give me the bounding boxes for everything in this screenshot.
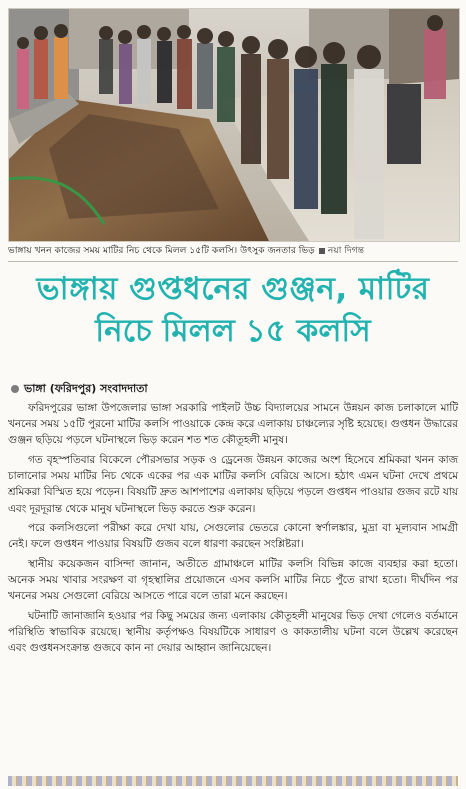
divider <box>8 261 458 262</box>
byline <box>8 381 458 397</box>
bullet-icon <box>11 385 19 393</box>
article-paragraph: ফরিদপুরের ভাঙ্গা উপজেলার ভাঙ্গা সরকারি পাইলট উচ্চ বিদ্যালয়ের সামনে উন্নয়ন কাজ চলাকালে মাটি খননের সময় ১৫টি পুরনো মাটির কলসি পাওয়াকে কেন্দ্র করে এলাকায় চাঞ্চল্যের সৃষ্টি হয়েছে। গুপ্তধন উদ্ধারের গুঞ্জন ছড়িয়ে পড়লে ঘটনাস্থলে ভিড় করেন শত শত কৌতূহলী মানুষ। <box>8 402 458 447</box>
article-paragraph: পরে কলসিগুলো পরীক্ষা করে দেখা যায়, সেগুলোর ভেতরে কোনো স্বর্ণালঙ্কার, মুদ্রা বা মূল্যবান সামগ্রী নেই। ফলে গুপ্তধন পাওয়ার বিষয়টি গুজব বলে ধারণা করছেন সংশ্লিষ্টরা। <box>8 522 458 551</box>
photo-crowd-excavation <box>9 9 459 241</box>
article-paragraph: গত বৃহস্পতিবার বিকেলে পৌরসভার সড়ক ও ড্রেনেজ উন্নয়ন কাজের অংশ হিসেবে শ্রমিকরা খনন কাজ চালানোর সময় মাটির নিচ থেকে একের পর এক মাটির কলসি বেরিয়ে আসে। হঠাৎ এমন ঘটনা দেখে প্রথমে শ্রমিকরা বিস্মিত হয়ে পড়েন। বিষয়টি দ্রুত আশপাশের এলাকায় ছড়িয়ে পড়লে গুপ্তধন পাওয়ার গুজব রটে যায় এবং দূরদূরান্ত থেকে মানুষ ঘটনাস্থলে ভিড় করতে শুরু করেন। <box>8 454 458 515</box>
article-body <box>8 400 458 660</box>
headline <box>8 268 458 352</box>
article-paragraph: ঘটনাটি জানাজানি হওয়ার পর কিছু সময়ের জন্য এলাকায় কৌতূহলী মানুষের ভিড় দেখা গেলেও বর্তমানে পরিস্থিতি স্বাভাবিক রয়েছে। স্থানীয় কর্তৃপক্ষও বিষয়টিকে সাধারণ ও কাকতালীয় ঘটনা বলে উল্লেখ করেছেন এবং গুপ্তধনসংক্রান্ত গুজবে কান না দেয়ার আহ্বান জানিয়েছেন। <box>8 610 458 655</box>
headline-line-2: নিচে মিলল ১৫ কলসি <box>95 313 371 349</box>
caption-text: ভাঙ্গায় খনন কাজের সময় মাটির নিচ থেকে মিলল ১৫টি কলসি। উৎসুক জনতার ভিড় <box>8 245 315 256</box>
byline-text: ভাঙ্গা (ফরিদপুর) সংবাদদাতা <box>24 382 148 395</box>
photo-caption <box>8 242 458 260</box>
headline-line-1: ভাঙ্গায় গুপ্তধনের গুঞ্জন, মাটির <box>36 271 430 307</box>
decorative-border <box>8 776 458 786</box>
caption-source: নয়া দিগন্ত <box>327 245 365 256</box>
article-paragraph: স্থানীয় কয়েকজন বাসিন্দা জানান, অতীতে গ্রামাঞ্চলে মাটির কলসি বিভিন্ন কাজে ব্যবহার করা হতো। অনেক সময় খাবার সংরক্ষণ বা গৃহস্থালির প্রয়োজনে এসব কলসি মাটির নিচে পুঁতে রাখা হতো। দীর্ঘদিন পর খননের সময় সেগুলো বেরিয়ে আসতে পারে বলে তারা মনে করছেন। <box>8 558 458 603</box>
news-photo <box>8 8 460 242</box>
square-bullet-icon <box>319 248 325 254</box>
